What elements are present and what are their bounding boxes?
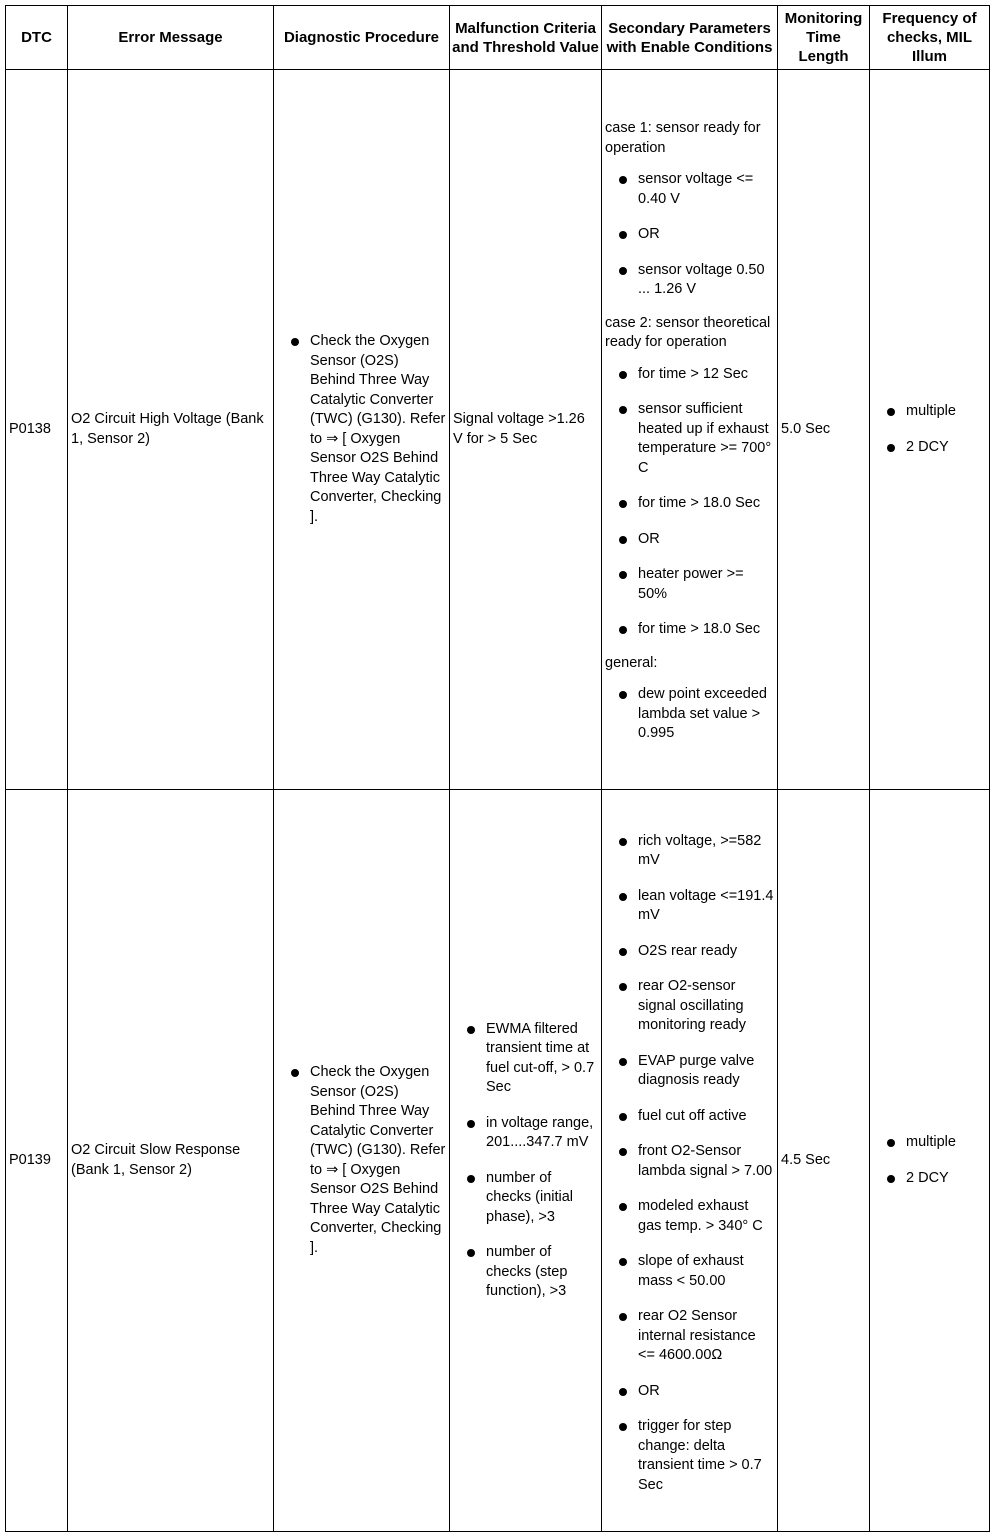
frequency-cell xyxy=(870,790,990,1532)
list-item: for time > 18.0 Sec xyxy=(605,494,774,514)
header-dtc: DTC xyxy=(6,6,68,70)
list-item: heater power >= 50% xyxy=(605,565,774,604)
list-item: multiple xyxy=(873,1133,986,1153)
procedure-item: Check the Oxygen Sensor (O2S) Behind Three Way Catalytic Converter (TWC) (G130). Refer to ⇒ [ Oxygen Sensor O2S Behind Three Way Catalytic Converter, Checking ]. xyxy=(277,332,446,527)
header-monitoring-time: Monitoring Time Length xyxy=(778,6,870,70)
diagnostic-procedure-cell xyxy=(274,790,450,1532)
list-item: rear O2-sensor signal oscillating monitoring ready xyxy=(605,977,774,1036)
diagnostic-procedure-cell xyxy=(274,70,450,790)
list-item: OR xyxy=(605,225,774,245)
monitoring-time: 4.5 Sec xyxy=(778,790,870,1532)
procedure-item: Check the Oxygen Sensor (O2S) Behind Three Way Catalytic Converter (TWC) (G130). Refer to ⇒ [ Oxygen Sensor O2S Behind Three Way Catalytic Converter, Checking ]. xyxy=(277,1063,446,1258)
list-item: modeled exhaust gas temp. > 340° C xyxy=(605,1197,774,1236)
secondary-parameters-cell xyxy=(602,70,778,790)
list-item: number of checks (step function), >3 xyxy=(453,1243,598,1302)
criteria-list xyxy=(453,1020,598,1302)
list-item: sensor voltage 0.50 ... 1.26 V xyxy=(605,261,774,300)
list-item: front O2-Sensor lambda signal > 7.00 xyxy=(605,1142,774,1181)
list-item: rich voltage, >=582 mV xyxy=(605,832,774,871)
secondary-list xyxy=(605,832,774,1496)
list-item: EWMA filtered transient time at fuel cut-off, > 0.7 Sec xyxy=(453,1020,598,1098)
table-row xyxy=(6,70,990,790)
header-frequency: Frequency of checks, MIL Illum xyxy=(870,6,990,70)
error-message: O2 Circuit High Voltage (Bank 1, Sensor 2) xyxy=(68,70,274,790)
dtc-code: P0139 xyxy=(6,790,68,1532)
list-item: for time > 18.0 Sec xyxy=(605,620,774,640)
list-item: trigger for step change: delta transient time > 0.7 Sec xyxy=(605,1417,774,1495)
list-item: number of checks (initial phase), >3 xyxy=(453,1169,598,1228)
secondary-parameters-cell xyxy=(602,790,778,1532)
header-secondary-parameters: Secondary Parameters with Enable Conditions xyxy=(602,6,778,70)
table-header-row xyxy=(6,6,990,70)
header-malfunction-criteria: Malfunction Criteria and Threshold Value xyxy=(450,6,602,70)
case-1-heading: case 1: sensor ready for operation xyxy=(605,120,761,156)
malfunction-criteria-cell xyxy=(450,790,602,1532)
list-item: 2 DCY xyxy=(873,438,986,458)
list-item: O2S rear ready xyxy=(605,942,774,962)
dtc-code: P0138 xyxy=(6,70,68,790)
frequency-cell xyxy=(870,70,990,790)
header-error-message: Error Message xyxy=(68,6,274,70)
list-item: lean voltage <=191.4 mV xyxy=(605,887,774,926)
dtc-table xyxy=(5,5,990,1532)
case-2-list xyxy=(605,365,774,640)
general-list xyxy=(605,685,774,744)
list-item: in voltage range, 201....347.7 mV xyxy=(453,1114,598,1153)
list-item: for time > 12 Sec xyxy=(605,365,774,385)
list-item: sensor sufficient heated up if exhaust temperature >= 700° C xyxy=(605,400,774,478)
list-item: sensor voltage <= 0.40 V xyxy=(605,170,774,209)
monitoring-time: 5.0 Sec xyxy=(778,70,870,790)
header-diagnostic-procedure: Diagnostic Procedure xyxy=(274,6,450,70)
list-item: slope of exhaust mass < 50.00 xyxy=(605,1252,774,1291)
list-item: multiple xyxy=(873,402,986,422)
malfunction-criteria: Signal voltage >1.26 V for > 5 Sec xyxy=(450,70,602,790)
list-item: dew point exceeded lambda set value > 0.995 xyxy=(605,685,774,744)
list-item: rear O2 Sensor internal resistance <= 4600.00Ω xyxy=(605,1307,774,1366)
list-item: fuel cut off active xyxy=(605,1107,774,1127)
case-1-list xyxy=(605,170,774,300)
case-2-heading: case 2: sensor theoretical ready for operation xyxy=(605,314,771,351)
table-row xyxy=(6,790,990,1532)
list-item: 2 DCY xyxy=(873,1169,986,1189)
list-item: EVAP purge valve diagnosis ready xyxy=(605,1052,774,1091)
error-message: O2 Circuit Slow Response (Bank 1, Sensor 2) xyxy=(68,790,274,1532)
list-item: OR xyxy=(605,530,774,550)
list-item: OR xyxy=(605,1382,774,1402)
general-heading: general: xyxy=(605,654,658,671)
